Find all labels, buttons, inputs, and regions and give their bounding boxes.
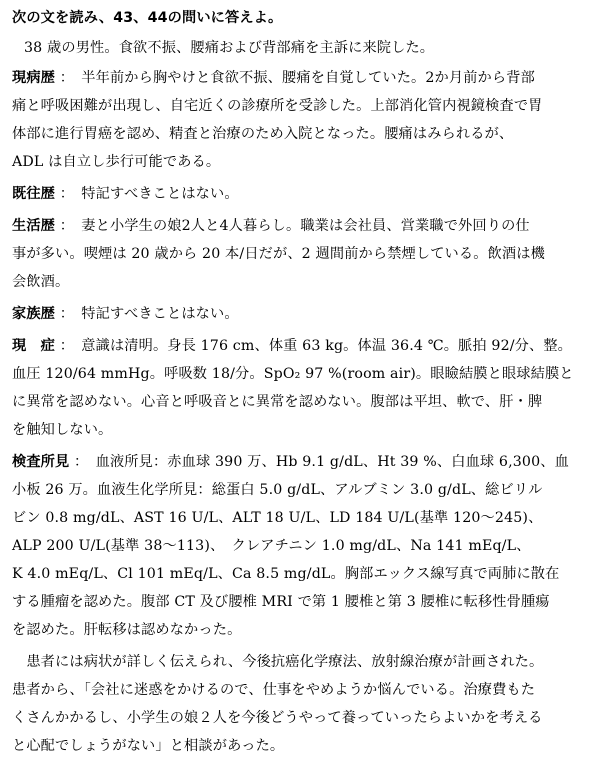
closing-line-3: くさんかかるし、小学生の娘２人を今後どうやって養っていったらよいかを考える [12,710,543,726]
section-label-past-history: 既往歴 [12,186,56,202]
lab-findings-line-6: する腫瘤を認めた。腹部 CT 及び腰椎 MRI で第 1 腰椎と第 3 腰椎に転移性骨腫瘍 [12,594,550,610]
history-present-illness-line-4: ADL は自立し歩行可能である。 [12,154,221,170]
section-text: ： 特記すべきことはない。 [59,306,239,322]
section-label-family-history: 家族歴 [12,306,56,322]
history-present-illness-line-1 [12,68,581,88]
family-history-line [12,304,581,324]
section-label-lab-findings: 検査所見 [12,454,70,470]
lab-findings-line-2: 小板 26 万。血液生化学所見：総蛋白 5.0 g/dL、アルブミン 3.0 g/dL、総ビリル [12,482,543,498]
section-label-social-history: 生活歴 [12,218,56,234]
history-present-illness-line-3: 体部に進行胃癌を認め、精査と治療のため入院となった。腰痛はみられるが、 [12,126,514,142]
past-history-line [12,184,581,204]
section-text: ： 半年前から胸やけと食欲不振、腰痛を自覚していた。2か月前から背部 [59,70,535,86]
case-intro: 38 歳の男性。食欲不振、腰痛および背部痛を主訴に来院した。 [24,40,435,56]
social-history-line-2: 事が多い。喫煙は 20 歳から 20 本/日だが、2 週間前から禁煙している。飲酒は機 [12,246,545,262]
lab-findings-line-3: ビン 0.8 mg/dL、AST 16 U/L、ALT 18 U/L、LD 184 U/L(基準 120〜245)、 [12,510,543,526]
lab-findings-line-4: ALP 200 U/L(基準 38〜113)、 クレアチニン 1.0 mg/dL、Na 141 mEq/L、 [12,538,531,554]
closing-line-1: 患者には病状が詳しく伝えられ、今後抗癌化学療法、放射線治療が計画された。 [12,654,544,670]
social-history-line-1 [12,216,581,236]
closing-line-4: と心配でしょうがない」と相談があった。 [12,738,285,754]
question-header: 次の文を読み、43、44の問いに答えよ。 [12,10,283,26]
section-label-present-status: 現 症 [12,338,56,354]
social-history-line-3: 会飲酒。 [12,274,70,290]
present-status-line-2: 血圧 120/64 mmHg。呼吸数 18/分。SpO₂ 97 %(room air)。眼瞼結膜と眼球結膜と [12,366,574,382]
lab-findings-line-1 [12,452,581,472]
present-status-line-4: を触知しない。 [12,422,113,438]
lab-findings-line-5: K 4.0 mEq/L、Cl 101 mEq/L、Ca 8.5 mg/dL。胸部エックス線写真で両肺に散在 [12,566,560,582]
section-label-history-present-illness: 現病歴 [12,70,56,86]
section-text: ： 意識は清明。身長 176 cm、体重 63 kg。体温 36.4 ℃。脈拍 92/分、整。 [59,338,573,354]
closing-line-2: 患者から、「会社に迷惑をかけるので、仕事をやめようか悩んでいる。治療費もた [12,682,536,698]
history-present-illness-line-2: 痛と呼吸困難が出現し、自宅近くの診療所を受診した。上部消化管内視鏡検査で胃 [12,98,543,114]
present-status-line-3: に異常を認めない。心音と呼吸音とに異常を認めない。腹部は平坦、軟で、肝・脾 [12,394,543,410]
section-text: ： 妻と小学生の娘2人と4人暮らし。職業は会社員、営業職で外回りの仕 [59,218,530,234]
lab-findings-line-7: を認めた。肝転移は認めなかった。 [12,622,242,638]
present-status-line-1 [12,336,581,356]
section-text: ： 特記すべきことはない。 [59,186,239,202]
section-text: ： 血液所見：赤血球 390 万、Hb 9.1 g/dL、Ht 39 %、白血球 6,300、血 [74,454,569,470]
